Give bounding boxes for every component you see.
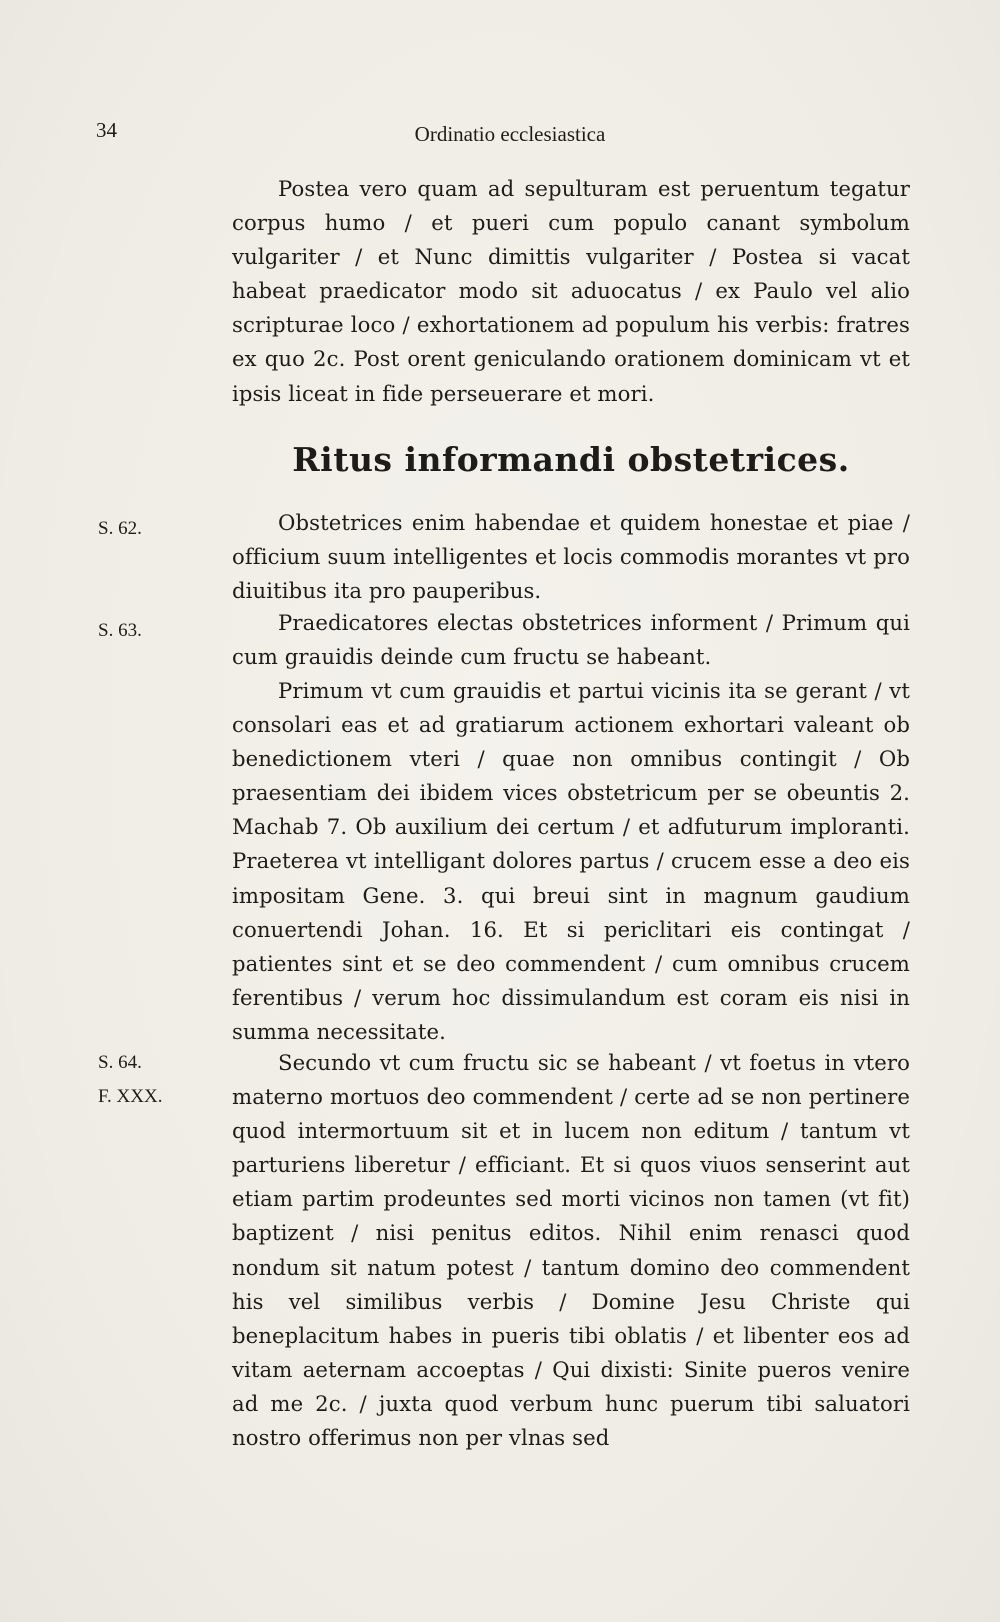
running-title: Ordinatio ecclesiastica bbox=[414, 122, 606, 146]
paragraph-text: Secundo vt cum fructu sic se habeant / vt foetus in vtero materno mortuos deo commendent / certe ad se non pertinere quod intermortuum sit et in lucem non editum / tantum vt parturiens liberetur / efficiant. Et si quos viuos senserint aut etiam partim prodeuntes sed morti vicinos non tamen (vt fit) baptizent / nisi penitus editos. Nihil enim renasci quod nondum sit natum potest / tantum domino deo commendent his vel similibus verbis / Domine Jesu Christe qui beneplacitum habes in pueris tibi oblatis / et libenter eos ad vitam aeternam accoeptas / Qui dixisti: Sinite pueros venire ad me 2c. / juxta quod verbum hunc puerum tibi saluatori nostro offerimus non per vlnas sed bbox=[232, 1050, 910, 1451]
page-number: 34 bbox=[96, 118, 117, 142]
paragraph-primum bbox=[232, 674, 910, 1049]
margin-note-fxxx: F. XXX. bbox=[98, 1086, 163, 1107]
margin-note-s64: S. 64. bbox=[98, 1052, 142, 1073]
paragraph-text: Primum vt cum grauidis et partui vicinis ita se gerant / vt consolari eas et ad gratiarum actionem exhortari valeant ob benedictionem vteri / quae non omnibus contingit / Ob praesentiam dei ibidem vices obstetricum per se obeuntis 2. Machab 7. Ob auxilium dei certum / et adfuturum implorantі. Praeterea vt intelligant dolores partus / crucem esse a deo eis impositam Gene. 3. qui breui sint in magnum gaudium conuertendi Johan. 16. Et si periclitari eis contingat / patientes sint et se deo commendent / cum omnibus crucem ferentibus / verum hoc dissimulandum est coram eis nisi in summa necessitate. bbox=[232, 678, 910, 1044]
paragraph-obstetrices bbox=[232, 506, 910, 608]
paragraph-text: Praedicatores electas obstetrices informent / Primum qui cum grauidis deinde cum fructu se habeant. bbox=[232, 610, 910, 670]
section-heading: Ritus informandi obstetrices. bbox=[292, 440, 850, 479]
paragraph-text: Obstetrices enim habendae et quidem honestae et piae / officium suum intelligentes et locis commodis morantes vt pro diuitibus ita pro pauperibus. bbox=[232, 510, 910, 604]
paragraph-praedicatores bbox=[232, 606, 910, 674]
margin-note-s62: S. 62. bbox=[98, 518, 142, 539]
margin-note-s63: S. 63. bbox=[98, 620, 142, 641]
paragraph-burial bbox=[232, 172, 910, 411]
paragraph-text: Postea vero quam ad sepulturam est peruentum tegatur corpus humo / et pueri cum populo canant symbolum vulgariter / et Nunc dimittis vulgariter / Postea si vacat habeat praedicator modo sit aduocatus / ex Paulo vel alio scripturae loco / exhortationem ad populum his verbis: fratres ex quo 2c. Post orent geniculando orationem dominicam vt et ipsis liceat in fide perseuerare et mori. bbox=[232, 176, 910, 406]
paragraph-secundo bbox=[232, 1046, 910, 1455]
